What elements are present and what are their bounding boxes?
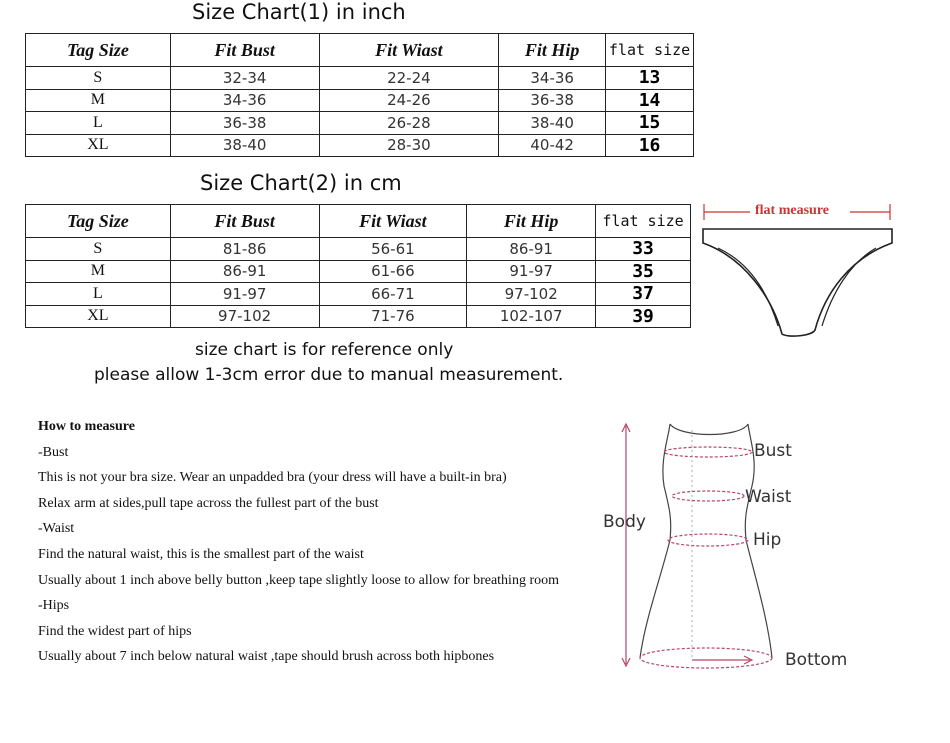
flat-measure-label: flat measure [755,203,829,218]
header-fit-hip: Fit Hip [499,34,606,67]
table-header-row [26,34,694,67]
tag-size-cell: XL [26,305,171,328]
hips-instruction: Find the widest part of hips [38,623,192,639]
fit-bust-cell: 38-40 [170,134,319,157]
chart2-title: Size Chart(2) in cm [200,171,402,195]
fit-waist-cell: 24-26 [319,89,499,112]
header-fit-bust: Fit Bust [170,34,319,67]
flat-size-cell: 14 [606,89,694,112]
table-row [26,260,691,283]
header-fit-waist: Fit Wiast [319,205,467,238]
tag-size-cell: M [26,89,171,112]
table-header-row [26,205,691,238]
bust-instruction: Relax arm at sides,pull tape across the fullest part of the bust [38,495,379,511]
how-to-measure-text [38,416,559,672]
tag-size-cell: L [26,283,171,306]
flat-measure-diagram [700,198,896,348]
hips-heading: -Hips [38,598,70,614]
header-fit-hip: Fit Hip [467,205,596,238]
flat-size-cell: 13 [606,67,694,90]
fit-waist-cell: 66-71 [319,283,467,306]
header-flat-size: flat size [606,34,694,67]
bust-instruction: This is not your bra size. Wear an unpadded bra (your dress will have a built-in bra) [38,470,507,486]
dress-silhouette-icon [600,420,780,680]
fit-hip-cell: 40-42 [499,134,606,157]
fit-hip-cell: 102-107 [467,305,596,328]
fit-waist-cell: 28-30 [319,134,499,157]
panty-outline-icon [700,198,896,348]
reference-note: size chart is for reference only [195,340,454,360]
table-row [26,112,694,135]
waist-label: Waist [745,487,792,507]
fit-hip-cell: 38-40 [499,112,606,135]
fit-hip-cell: 36-38 [499,89,606,112]
header-flat-size: flat size [596,205,691,238]
fit-bust-cell: 81-86 [170,238,319,261]
flat-size-cell: 16 [606,134,694,157]
how-to-measure-heading: How to measure [38,419,135,434]
hip-label: Hip [753,530,782,550]
tag-size-cell: S [26,67,171,90]
fit-waist-cell: 61-66 [319,260,467,283]
table-row [26,305,691,328]
waist-instruction: Find the natural waist, this is the smallest part of the waist [38,546,364,562]
table-row [26,89,694,112]
fit-bust-cell: 97-102 [170,305,319,328]
flat-size-cell: 33 [596,238,691,261]
flat-size-cell: 35 [596,260,691,283]
fit-bust-cell: 86-91 [170,260,319,283]
tag-size-cell: M [26,260,171,283]
tag-size-cell: S [26,238,171,261]
body-label: Body [603,512,646,532]
fit-hip-cell: 91-97 [467,260,596,283]
fit-hip-cell: 86-91 [467,238,596,261]
waist-heading: -Waist [38,521,75,537]
size-chart-inch-table [25,33,694,157]
fit-hip-cell: 97-102 [467,283,596,306]
bust-label: Bust [754,441,792,461]
tag-size-cell: L [26,112,171,135]
hips-instruction: Usually about 7 inch below natural waist ,tape should brush across both hipbones [38,649,495,665]
flat-size-cell: 39 [596,305,691,328]
header-fit-waist: Fit Wiast [319,34,499,67]
size-chart-cm-table [25,204,691,328]
header-tag-size: Tag Size [26,205,171,238]
table-row [26,238,691,261]
fit-bust-cell: 34-36 [170,89,319,112]
fit-bust-cell: 36-38 [170,112,319,135]
fit-bust-cell: 91-97 [170,283,319,306]
fit-waist-cell: 22-24 [319,67,499,90]
header-fit-bust: Fit Bust [170,205,319,238]
flat-size-cell: 15 [606,112,694,135]
dress-measurement-diagram [600,420,780,680]
waist-instruction: Usually about 1 inch above belly button ,keep tape slightly loose to allow for breathing room [38,572,560,588]
header-tag-size: Tag Size [26,34,171,67]
fit-bust-cell: 32-34 [170,67,319,90]
table-row [26,67,694,90]
table-row [26,283,691,306]
table-row [26,134,694,157]
fit-waist-cell: 56-61 [319,238,467,261]
bottom-label: Bottom [785,650,848,670]
tag-size-cell: XL [26,134,171,157]
flat-size-cell: 37 [596,283,691,306]
bust-heading: -Bust [38,444,69,460]
chart1-title: Size Chart(1) in inch [192,0,406,24]
fit-hip-cell: 34-36 [499,67,606,90]
error-note: please allow 1-3cm error due to manual measurement. [94,365,564,385]
fit-waist-cell: 26-28 [319,112,499,135]
fit-waist-cell: 71-76 [319,305,467,328]
